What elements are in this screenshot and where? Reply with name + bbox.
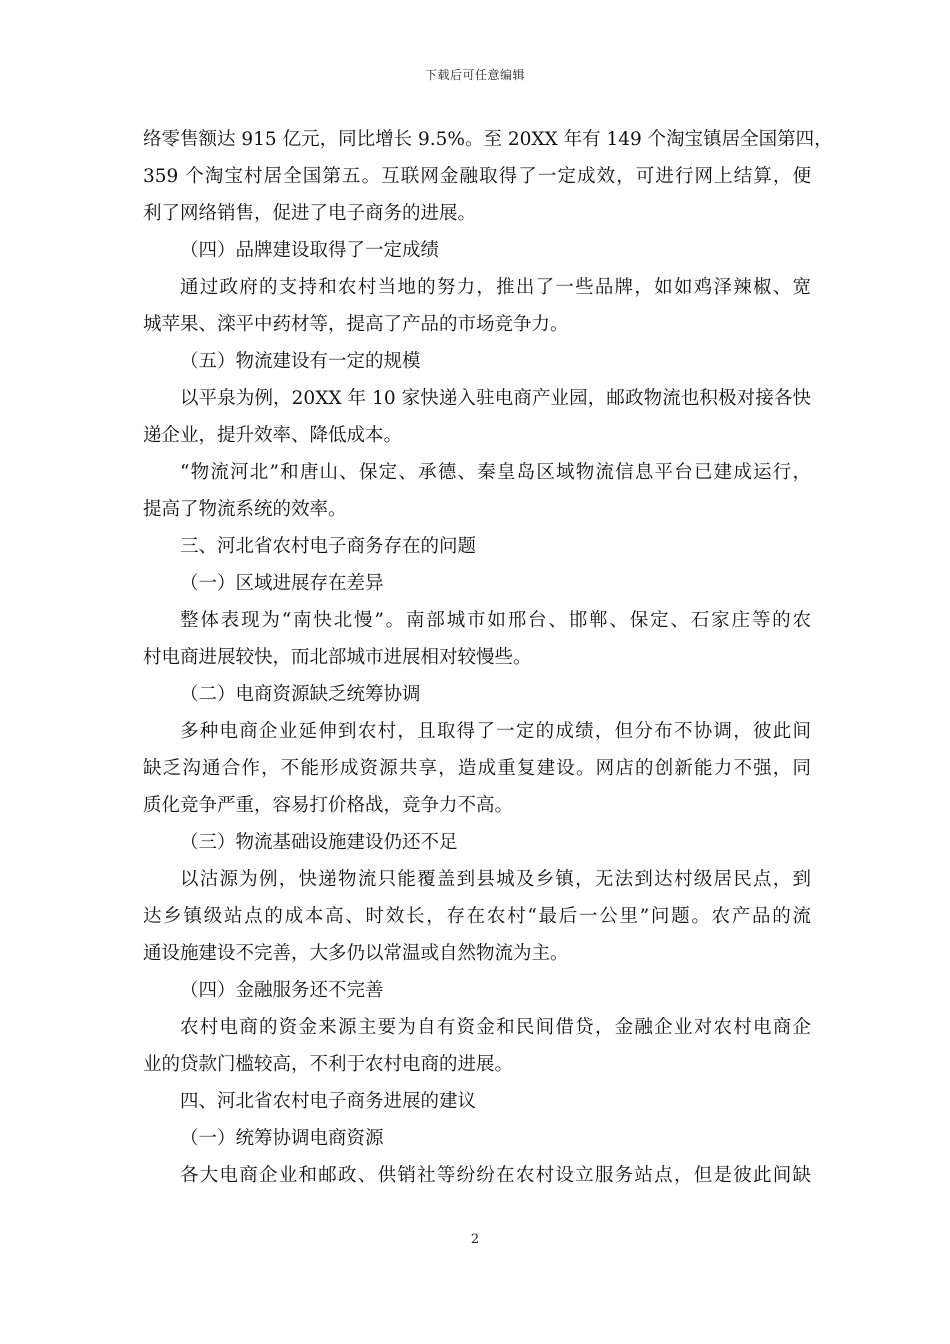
text-line: 缺乏沟通合作，不能形成资源共享，造成重复建设。网店的创新能力不强，同 bbox=[143, 758, 811, 779]
text-line: 提高了物流系统的效率。 bbox=[143, 499, 347, 520]
text-line: 359 个淘宝村居全国第五。互联网金融取得了一定成效，可进行网上结算，便 bbox=[143, 166, 811, 187]
text-line: 通过政府的支持和农村当地的努力，推出了一些品牌，如如鸡泽辣椒、宽 bbox=[180, 277, 811, 298]
text-line: 递企业，提升效率、降低成本。 bbox=[143, 425, 403, 446]
section-heading: （四）品牌建设取得了一定成绩 bbox=[180, 240, 440, 261]
text-line: 村电商进展较快，而北部城市进展相对较慢些。 bbox=[143, 647, 532, 668]
text-line: 业的贷款门槛较高，不利于农村电商的进展。 bbox=[143, 1054, 514, 1075]
chapter-heading: 三、河北省农村电子商务存在的问题 bbox=[180, 536, 477, 557]
text-line: 多种电商企业延伸到农村，且取得了一定的成绩，但分布不协调，彼此间 bbox=[180, 721, 811, 742]
text-line: 整体表现为“南快北慢”。南部城市如邢台、邯郸、保定、石家庄等的农 bbox=[180, 610, 811, 631]
page-number: 2 bbox=[470, 1232, 480, 1247]
text-line: 通设施建设不完善，大多仍以常温或自然物流为主。 bbox=[143, 943, 569, 964]
text-line: 利了网络销售，促进了电子商务的进展。 bbox=[143, 203, 477, 224]
text-line: 以平泉为例，20XX 年 10 家快递入驻电商产业园，邮政物流也积极对接各快 bbox=[180, 388, 811, 409]
text-line: 质化竞争严重，容易打价格战，竞争力不高。 bbox=[143, 795, 514, 816]
page-header: 下载后可任意编辑 bbox=[424, 68, 525, 82]
text-line: 达乡镇级站点的成本高、时效长，存在农村“最后一公里”问题。农产品的流 bbox=[143, 906, 811, 927]
section-heading: （二）电商资源缺乏统筹协调 bbox=[180, 684, 421, 705]
section-heading: （一）区域进展存在差异 bbox=[180, 573, 384, 594]
text-line: 各大电商企业和邮政、供销社等纷纷在农村设立服务站点，但是彼此间缺 bbox=[180, 1165, 811, 1186]
text-line: 以沽源为例，快递物流只能覆盖到县城及乡镇，无法到达村级居民点，到 bbox=[180, 869, 811, 890]
text-line: 农村电商的资金来源主要为自有资金和民间借贷，金融企业对农村电商企 bbox=[180, 1017, 811, 1038]
section-heading: （四）金融服务还不完善 bbox=[180, 980, 384, 1001]
text-line: 城苹果、滦平中药材等，提高了产品的市场竞争力。 bbox=[143, 314, 569, 335]
section-heading: （五）物流建设有一定的规模 bbox=[180, 351, 421, 372]
chapter-heading: 四、河北省农村电子商务进展的建议 bbox=[180, 1091, 477, 1112]
text-line: “物流河北”和唐山、保定、承德、秦皇岛区域物流信息平台已建成运行， bbox=[180, 462, 811, 483]
section-heading: （一）统筹协调电商资源 bbox=[180, 1128, 384, 1149]
document-body bbox=[143, 121, 833, 1194]
section-heading: （三）物流基础设施建设仍还不足 bbox=[180, 832, 458, 853]
text-line: 络零售额达 915 亿元，同比增长 9.5%。至 20XX 年有 149 个淘宝镇居全国第四， bbox=[143, 129, 833, 150]
